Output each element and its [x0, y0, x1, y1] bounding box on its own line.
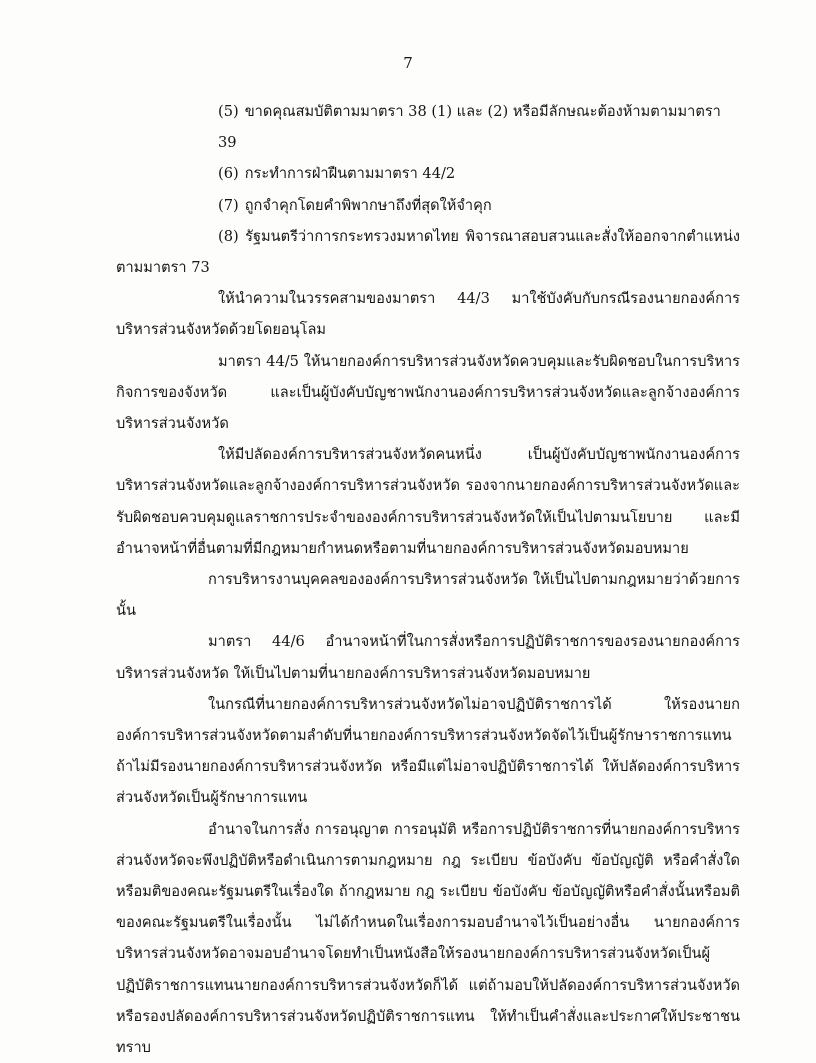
page-number: 7	[403, 54, 413, 72]
list-item-label: (7)	[218, 196, 239, 214]
list-item-text: ขาดคุณสมบัติตามมาตรา 38 (1) และ (2) หรือมีลักษณะต้องห้ามตามมาตรา 39	[218, 103, 721, 152]
paragraph: ให้นำความในวรรคสามของมาตรา 44/3 มาใช้บังคับกับกรณีรองนายกองค์การบริหารส่วนจังหวัดด้วยโดยอนุโลม	[116, 290, 740, 339]
paragraph: อำนาจในการสั่ง การอนุญาต การอนุมัติ หรือการปฏิบัติราชการที่นายกองค์การบริหารส่วนจังหวัดจะพึงปฏิบัติหรือดำเนินการตามกฎหมาย กฎ ระเบียบ ข้อบังคับ ข้อบัญญัติ หรือคำสั่งใด หรือมติของคณะรัฐมนตรีในเรื่องใด ถ้ากฎหมาย กฎ ระเบียบ ข้อบังคับ ข้อบัญญัติหรือคำสั่งนั้นหรือมติของคณะรัฐมนตรีในเรื่องนั้น ไม่ได้กำหนดในเรื่องการมอบอำนาจไว้เป็นอย่างอื่น นายกองค์การบริหารส่วนจังหวัดอาจมอบอำนาจโดยทำเป็นหนังสือให้รองนายกองค์การบริหารส่วนจังหวัดเป็นผู้ปฏิบัติราชการแทนนายกองค์การบริหารส่วนจังหวัดก็ได้ แต่ถ้ามอบให้ปลัดองค์การบริหารส่วนจังหวัดหรือรองปลัดองค์การบริหารส่วนจังหวัดปฏิบัติราชการแทน ให้ทำเป็นคำสั่งและประกาศให้ประชาชนทราบ	[116, 820, 740, 1057]
document-body	[116, 96, 740, 1063]
list-item	[116, 96, 740, 158]
list-item-label: (5)	[218, 103, 239, 120]
list-item-text: กระทำการฝ่าฝืนตามมาตรา 44/2	[244, 165, 456, 183]
section-paragraph: มาตรา 44/5 ให้นายกองค์การบริหารส่วนจังหวัดควบคุมและรับผิดชอบในการบริหารกิจการของจังหวัด และเป็นผู้บังคับบัญชาพนักงานองค์การบริหารส่วนจังหวัดและลูกจ้างองค์การบริหารส่วนจังหวัด	[116, 352, 740, 433]
list-item-text: รัฐมนตรีว่าการกระทรวงมหาดไทย พิจารณาสอบสวนและสั่งให้ออกจากตำแหน่ง ตามมาตรา 73	[116, 227, 740, 277]
section-paragraph: มาตรา 44/6 อำนาจหน้าที่ในการสั่งหรือการปฏิบัติราชการของรองนายกองค์การบริหารส่วนจังหวัด ให้เป็นไปตามที่นายกองค์การบริหารส่วนจังหวัดมอบหมาย	[116, 633, 740, 682]
list-item-text: ถูกจำคุกโดยคำพิพากษาถึงที่สุดให้จำคุก	[244, 196, 492, 214]
list-item-label: (8)	[218, 227, 239, 245]
list-item	[116, 190, 740, 221]
paragraph: ในกรณีที่นายกองค์การบริหารส่วนจังหวัดไม่อาจปฏิบัติราชการได้ ให้รองนายกองค์การบริหารส่วนจังหวัดตามลำดับที่นายกองค์การบริหารส่วนจังหวัดจัดไว้เป็นผู้รักษาราชการแทน ถ้าไม่มีรองนายกองค์การบริหารส่วนจังหวัด หรือมีแต่ไม่อาจปฏิบัติราชการได้ ให้ปลัดองค์การบริหารส่วนจังหวัดเป็นผู้รักษาการแทน	[116, 695, 740, 807]
list-item-label: (6)	[218, 165, 239, 183]
paragraph: ให้มีปลัดองค์การบริหารส่วนจังหวัดคนหนึ่ง เป็นผู้บังคับบัญชาพนักงานองค์การบริหารส่วนจังหวัดและลูกจ้างองค์การบริหารส่วนจังหวัด รองจากนายกองค์การบริหารส่วนจังหวัดและรับผิดชอบควบคุมดูแลราชการประจำขององค์การบริหารส่วนจังหวัดให้เป็นไปตามนโยบาย และมีอำนาจหน้าที่อื่นตามที่มีกฎหมายกำหนดหรือตามที่นายกองค์การบริหารส่วนจังหวัดมอบหมาย	[116, 446, 740, 557]
list-item	[116, 221, 740, 283]
paragraph: การบริหารงานบุคคลขององค์การบริหารส่วนจังหวัด ให้เป็นไปตามกฎหมายว่าด้วยการนั้น	[116, 571, 740, 620]
list-item	[116, 158, 740, 189]
